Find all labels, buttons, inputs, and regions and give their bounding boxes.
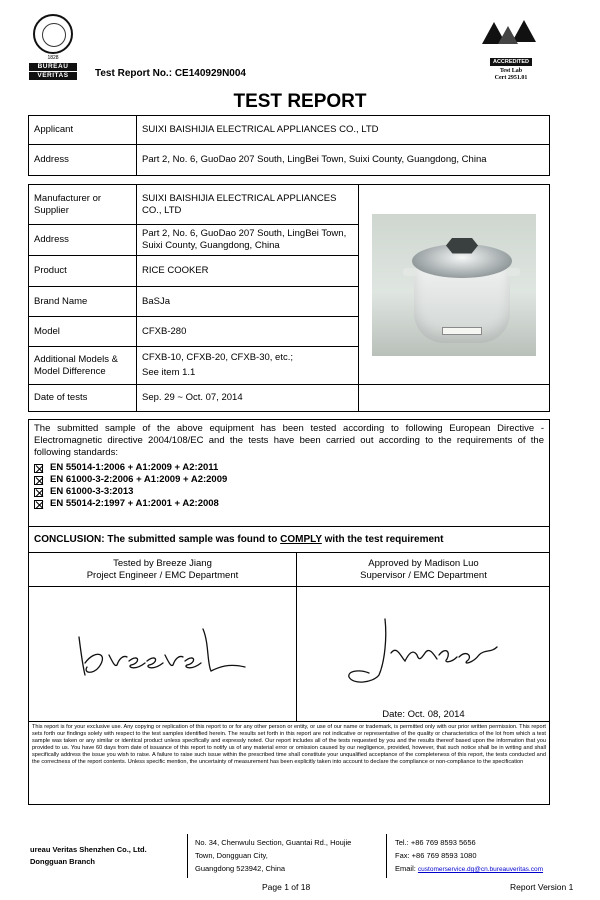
product-info-table [28,184,550,412]
approval-date: Date: Oct. 08, 2014 [382,709,465,720]
tested-by-header [29,553,296,587]
accreditation-line-1: Test Lab [499,68,523,74]
checked-box-icon [34,464,43,473]
manufacturer-value: SUIXI BAISHIJIA ELECTRICAL APPLIANCES CO., LTD [137,185,359,225]
standard-item: EN 55014-2:1997 + A1:2001 + A2:2008 [34,498,549,510]
footer-email: Email: customerservice.dg@cn.bureauveritas.com [395,864,544,873]
date-of-tests-value: Sep. 29 ~ Oct. 07, 2014 [137,385,359,412]
manufacturer-address-value: Part 2, No. 6, GuoDao 207 South, LingBei Town, Suixi County, Guangdong, China [137,225,359,256]
footer-fax: Fax: +86 769 8593 1080 [395,851,477,860]
product-value: RICE COOKER [137,256,359,287]
approved-by-name: Approved by Madison Luo [368,558,479,569]
standards-statement [28,419,550,527]
email-link[interactable]: customerservice.dg@cn.bureauveritas.com [417,866,544,873]
disclaimer-text: This report is for your exclusive use. Any copying or replication of this report to or for any other person or entity, or use of our name or trademark, is permitted only with our prior written permission. This report sets forth our findings solely with respect to the test samples identified herein. The results set forth in this report are not indicative or representative of the quality or characteristics of the lot from which a test sample was taken or any similar or identical product unless specifically and expressly noted. Our report includes all of the tests requested by you and the results thereof based upon the information that you provided to us. You have 60 days from date of issuance of this report to notify us of any material error or omission caused by our negligence, provided, however, that such notice shall be in writing and shall specifically address the issue you wish to raise. A failure to raise such issue within the prescribed time shall constitute your unqualified acceptance of the completeness of this report, the tests conducted and the correctness of the report contents. Unless specific mention, the uncertainty of measurement has been explicitly taken into account to declare the compliance or non-compliance to the specification [28,722,550,805]
checked-box-icon [34,476,43,485]
tested-by-title: Project Engineer / EMC Department [86,570,239,581]
bureau-veritas-seal-icon [33,14,73,54]
approved-by-column [297,553,550,721]
approved-by-header [297,553,550,587]
breeze-signature [69,623,259,683]
footer-address-line-1: No. 34, Chenwulu Section, Guantai Rd., Houjie [195,838,352,847]
date-of-tests-label: Date of tests [29,385,137,412]
accreditation-line-2: Cert 2951.01 [494,75,528,81]
footer-company [30,844,147,868]
signature-block [28,553,550,722]
madison-signature [339,613,519,693]
brand-value: BaSJa [137,287,359,317]
additional-models-label: Additional Models & Model Difference [29,347,137,385]
footer-tel: Tel.: +86 769 8593 5656 [395,838,476,847]
tested-by-column [29,553,297,721]
standards-list [29,459,549,510]
sample-label-sticker [442,327,482,335]
footer-address-line-3: Guangdong 523942, China [195,864,286,873]
checked-box-icon [34,500,43,509]
footer-divider [386,834,387,878]
manufacturer-label: Manufacturer or Supplier [29,185,137,225]
logo-word-2: VERITAS [29,72,77,80]
bureau-veritas-logo [29,14,77,88]
accreditation-logo [476,16,546,80]
logo-year: 1828 [47,55,59,61]
applicant-label: Applicant [29,116,137,145]
additional-models-value [137,347,359,385]
report-number: Test Report No.: CE140929N004 [95,68,246,79]
footer-branch: Dongguan Branch [30,857,95,866]
footer-divider [187,834,188,878]
product-photo [372,214,536,356]
additional-models-line-2: See item 1.1 [142,367,196,378]
statement-text: The submitted sample of the above equipment has been tested according to following European Directive - Electromagnetic directive 2004/108/EC and the tests have been carried out according to the requirements of the following standards: [34,423,544,458]
approved-by-title: Supervisor / EMC Department [360,570,487,581]
footer-address [195,836,351,875]
comply-emphasis: COMPLY [280,534,322,545]
standard-item: EN 55014-1:2006 + A1:2009 + A2:2011 [34,462,549,474]
model-value: CFXB-280 [137,317,359,347]
a2la-mark-icon [480,16,542,50]
applicant-address-value: Part 2, No. 6, GuoDao 207 South, LingBei Town, Suixi County, Guangdong, China [137,145,550,176]
additional-models-line-1: CFXB-10, CFXB-20, CFXB-30, etc.; [142,352,293,363]
product-label: Product [29,256,137,287]
logo-word-1: BUREAU [29,63,77,71]
rice-cooker-knob [446,238,478,254]
conclusion: CONCLUSION: The submitted sample was found to COMPLY with the test requirement [28,527,550,553]
applicant-address-label: Address [29,145,137,176]
product-photo-cell [359,185,550,385]
applicant-value: SUIXI BAISHIJIA ELECTRICAL APPLIANCES CO., LTD [137,116,550,145]
report-version: Report Version 1 [510,882,574,892]
brand-label: Brand Name [29,287,137,317]
model-label: Model [29,317,137,347]
footer-company-name: ureau Veritas Shenzhen Co., Ltd. [30,845,147,854]
accredited-badge: ACCREDITED [490,58,532,66]
manufacturer-address-label: Address [29,225,137,256]
standard-item: EN 61000-3-2:2006 + A1:2009 + A2:2009 [34,474,549,486]
checked-box-icon [34,488,43,497]
footer-address-line-2: Town, Dongguan City, [195,851,268,860]
page-title: TEST REPORT [233,91,367,112]
tested-by-name: Tested by Breeze Jiang [113,558,212,569]
applicant-table [28,115,550,176]
standard-item: EN 61000-3-3:2013 [34,486,549,498]
footer-contact [395,836,543,876]
page-number: Page 1 of 18 [262,882,311,892]
